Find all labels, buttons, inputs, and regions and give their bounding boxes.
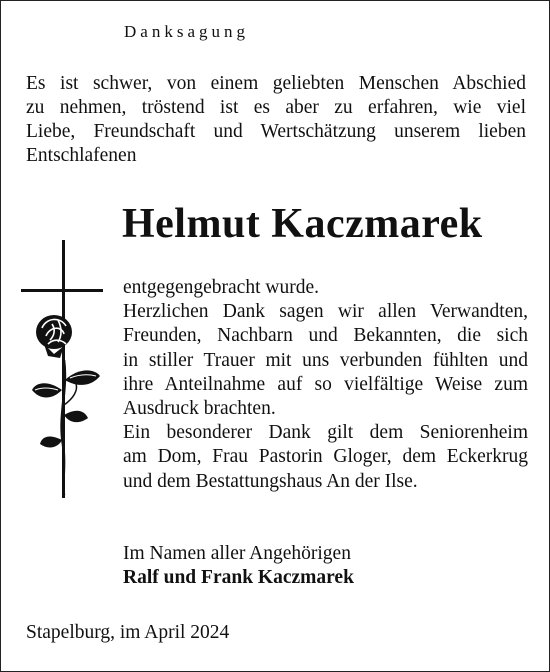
cross-with-rose-icon bbox=[18, 240, 113, 502]
deceased-name: Helmut Kaczmarek bbox=[122, 201, 483, 247]
intro-line: Es ist schwer, von einem geliebten Menschen Abschied bbox=[26, 73, 526, 94]
body-line: in stiller Trauer mit uns verbunden fühlten und bbox=[123, 349, 528, 371]
body-line: am Dom, Frau Pastorin Gloger, dem Eckerkrug bbox=[123, 446, 528, 468]
intro-line: Liebe, Freundschaft und Wertschätzung unserem lieben bbox=[26, 121, 526, 142]
body-line: Freunden, Nachbarn und Bekannten, die sich bbox=[123, 325, 528, 347]
body-line: Ein besonderer Dank gilt dem Seniorenheim bbox=[123, 422, 528, 444]
intro-line: Entschlafenen bbox=[26, 145, 137, 166]
intro-line: zu nehmen, tröstend ist es aber zu erfahren, wie viel bbox=[26, 97, 526, 118]
notice-heading: Danksagung bbox=[124, 22, 249, 41]
body-line: Herzlichen Dank sagen wir allen Verwandten, bbox=[123, 301, 528, 323]
thanks-paragraph bbox=[123, 276, 528, 494]
place-and-date: Stapelburg, im April 2024 bbox=[26, 622, 230, 643]
signature-block bbox=[123, 542, 354, 590]
body-line: und dem Bestattungshaus An der Ilse. bbox=[123, 470, 418, 492]
signature-lead: Im Namen aller Angehörigen bbox=[123, 543, 351, 564]
body-line: entgegengebracht wurde. bbox=[123, 277, 319, 298]
signature-names: Ralf und Frank Kaczmarek bbox=[123, 567, 354, 588]
intro-paragraph bbox=[26, 72, 526, 168]
body-line: ihre Anteilnahme auf so vielfältige Weise zum bbox=[123, 373, 528, 395]
body-line: Ausdruck brachten. bbox=[123, 398, 276, 420]
